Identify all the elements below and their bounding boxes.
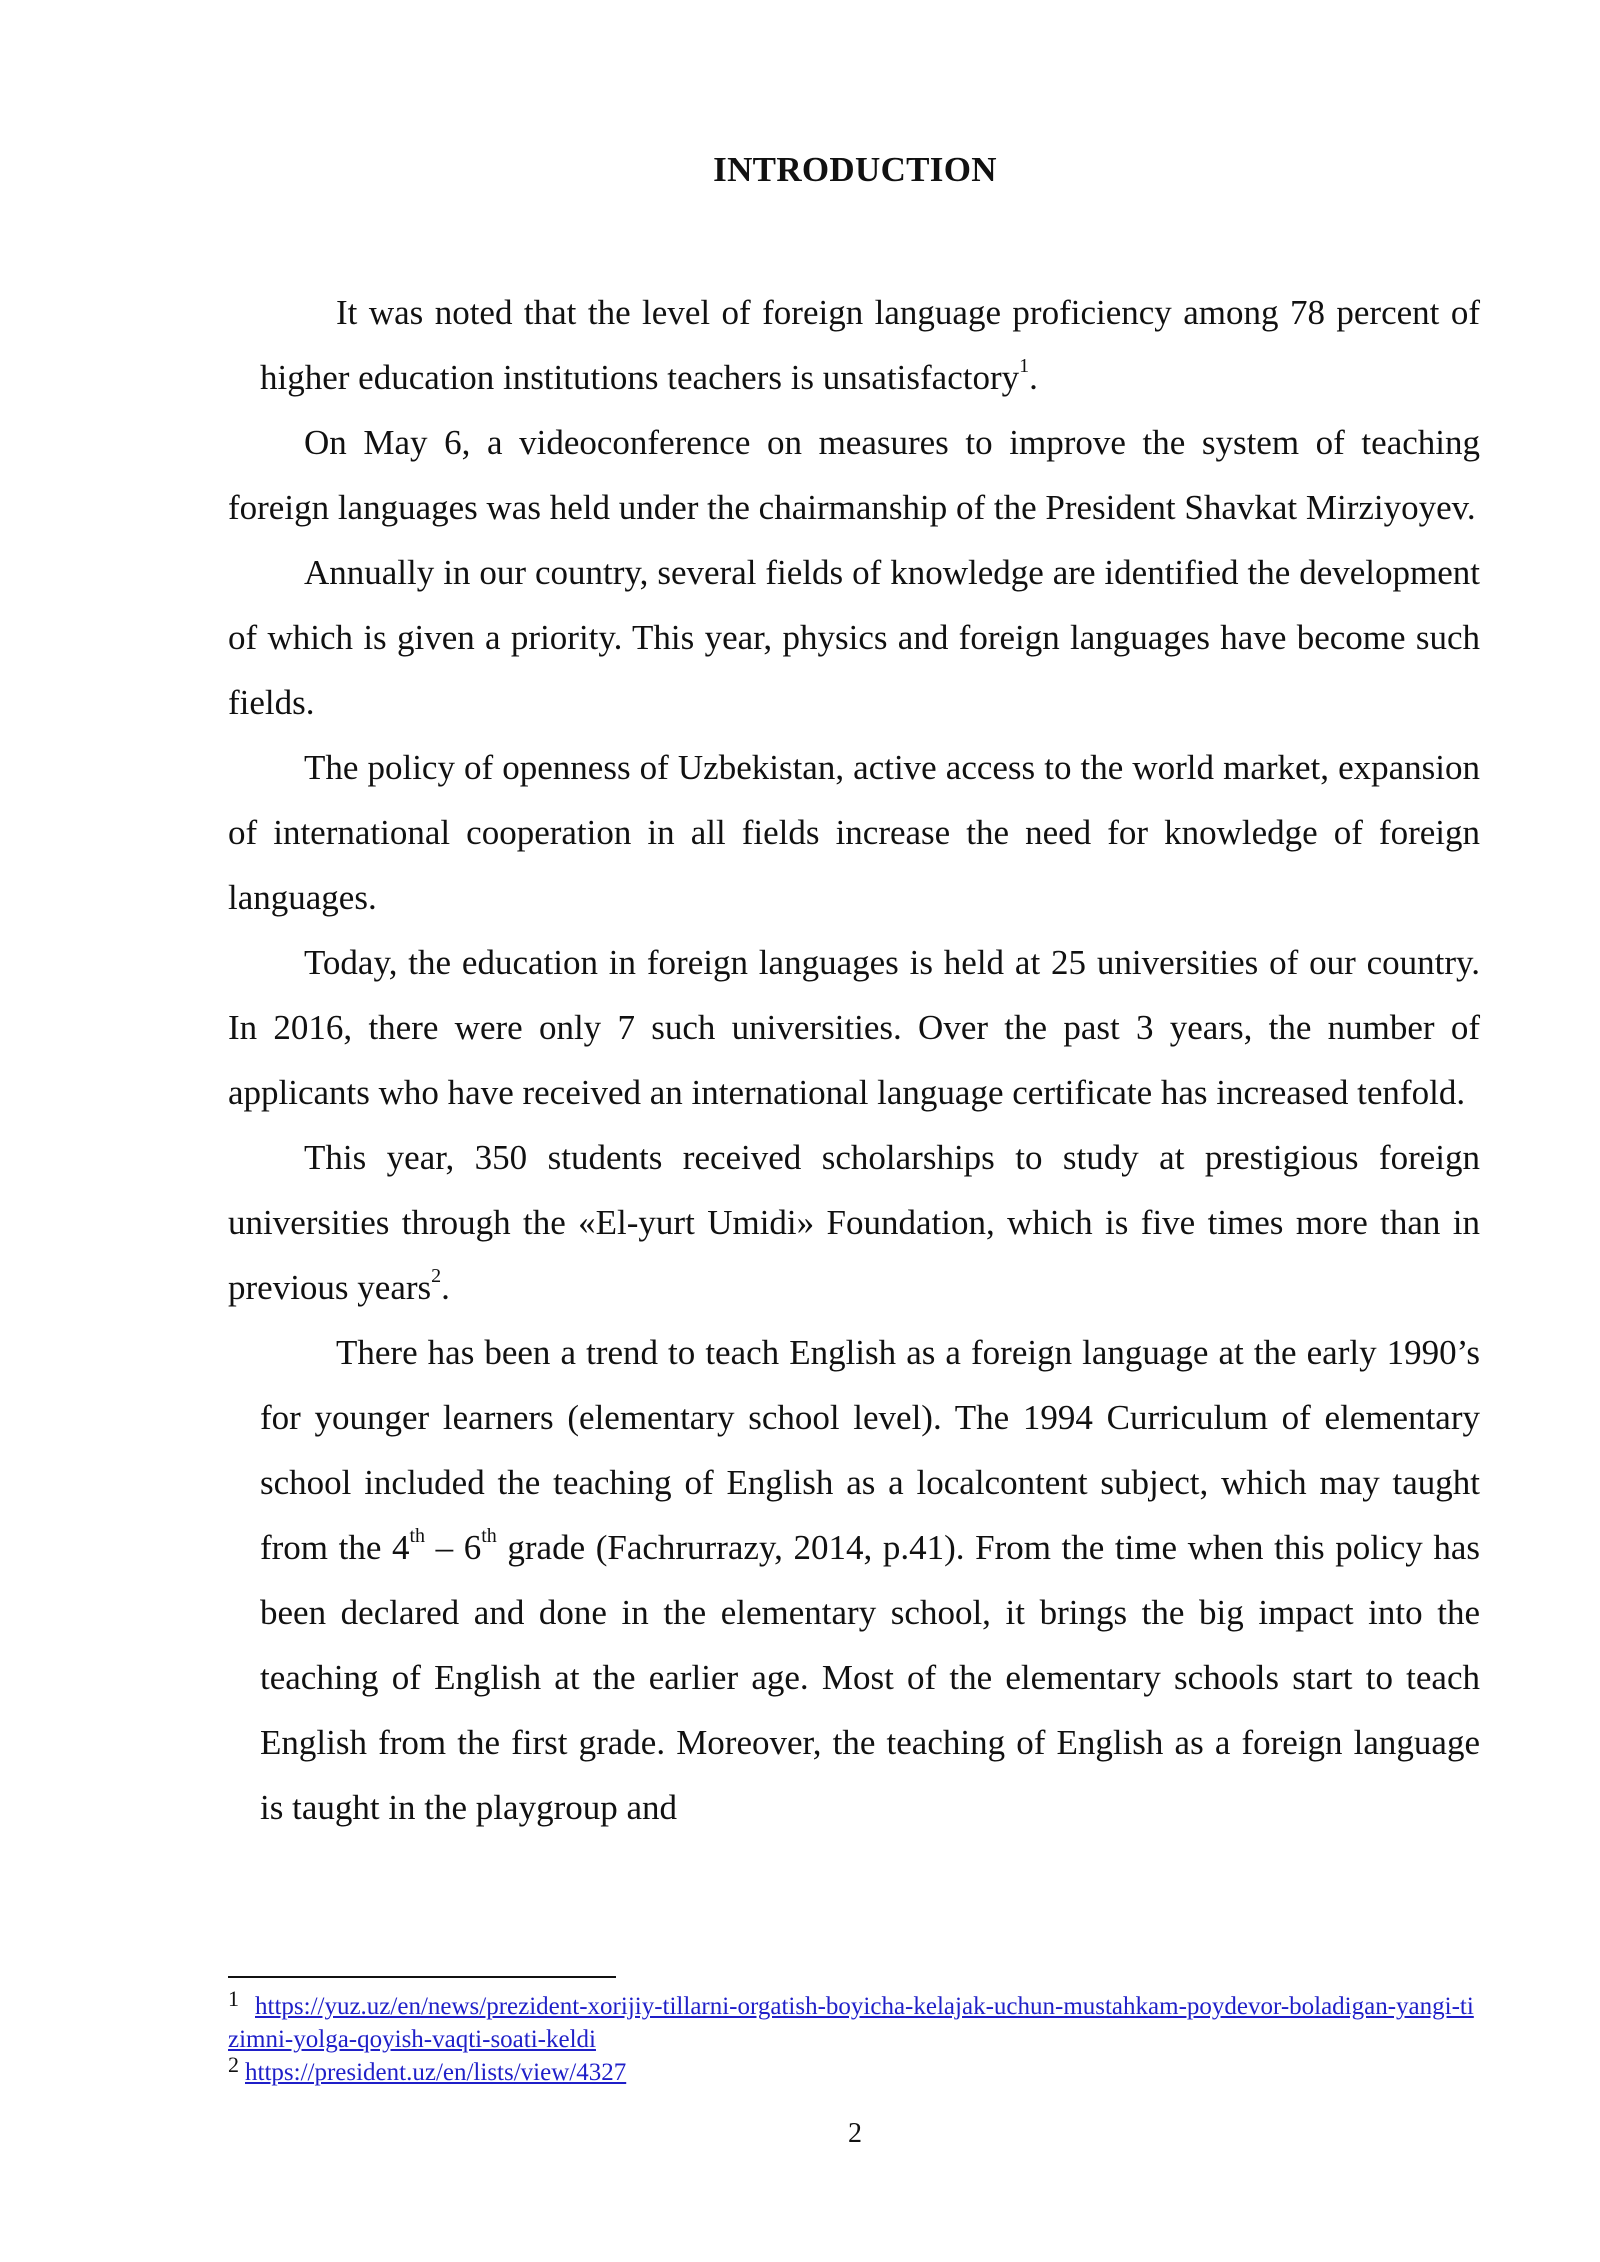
footnote-2 bbox=[228, 2052, 1484, 2089]
footnote-1 bbox=[228, 1986, 1484, 2056]
body-text bbox=[228, 280, 1480, 1840]
paragraph-6-text: This year, 350 students received scholarships to study at prestigious foreign universities through the «El-yurt Umidi» Foundation, which is five times more than in previous years bbox=[228, 1138, 1480, 1307]
footnote-ref-1[interactable]: 1 bbox=[1019, 355, 1030, 378]
paragraph-6-tail: . bbox=[441, 1268, 450, 1307]
footnote-divider bbox=[228, 1976, 616, 1978]
superscript-th-1: th bbox=[409, 1525, 426, 1548]
footnotes bbox=[228, 1986, 1484, 2089]
footnote-2-mark: 2 bbox=[228, 2052, 239, 2077]
paragraph-5 bbox=[228, 930, 1480, 1125]
paragraph-3-text: Annually in our country, several fields of knowledge are identified the development of which is given a priority. This year, physics and foreign languages have become such fields. bbox=[228, 553, 1480, 722]
footnote-2-link[interactable]: https://president.uz/en/lists/view/4327 bbox=[245, 2059, 627, 2086]
paragraph-2 bbox=[228, 410, 1480, 540]
page-number: 2 bbox=[848, 2118, 862, 2149]
paragraph-3 bbox=[228, 540, 1480, 735]
footnote-ref-2[interactable]: 2 bbox=[431, 1265, 442, 1288]
footnote-1-mark: 1 bbox=[228, 1986, 239, 2011]
paragraph-7-part2: – 6 bbox=[425, 1528, 482, 1567]
paragraph-1 bbox=[260, 280, 1480, 410]
paragraph-5-text: Today, the education in foreign languages is held at 25 universities of our country. In 2016, there were only 7 such universities. Over the past 3 years, the number of applicants who have received an international language certificate has increased tenfold. bbox=[228, 943, 1480, 1112]
paragraph-7 bbox=[260, 1320, 1480, 1840]
superscript-th-2: th bbox=[481, 1525, 497, 1548]
paragraph-7-part3: grade (Fachrurrazy, 2014, p.41). From the time when this policy has been declared and done in the elementary school, it brings the big impact into the teaching of English at the earlier age. Most of the elementary schools start to teach English from the first grade. Moreover, the teaching of English as a foreign language is taught in the playgroup and bbox=[260, 1528, 1480, 1827]
paragraph-4-text: The policy of openness of Uzbekistan, active access to the world market, expansion of international cooperation in all fields increase the need for knowledge of foreign languages. bbox=[228, 748, 1480, 917]
paragraph-1-tail: . bbox=[1029, 358, 1038, 397]
page-title: INTRODUCTION bbox=[713, 150, 997, 189]
paragraph-1-text: It was noted that the level of foreign language proficiency among 78 percent of higher education institutions teachers is unsatisfactory bbox=[260, 293, 1480, 397]
paragraph-4 bbox=[228, 735, 1480, 930]
footnote-1-link[interactable]: https://yuz.uz/en/news/prezident-xorijiy-tillarni-orgatish-boyicha-kelajak-uchun-mustahkam-poydevor-boladigan-yangi-tizimni-yolga-qoyish-vaqti-soati-keldi bbox=[228, 1993, 1474, 2053]
paragraph-2-text: On May 6, a videoconference on measures to improve the system of teaching foreign languages was held under the chairmanship of the President Shavkat Mirziyoyev. bbox=[228, 423, 1480, 527]
paragraph-6 bbox=[228, 1125, 1480, 1320]
paragraph-7-part1: There has been a trend to teach English as a foreign language at the early 1990’s for younger learners (elementary school level). The 1994 Curriculum of elementary school included the teaching of English as a localcontent subject, which may taught from the 4 bbox=[260, 1333, 1480, 1567]
